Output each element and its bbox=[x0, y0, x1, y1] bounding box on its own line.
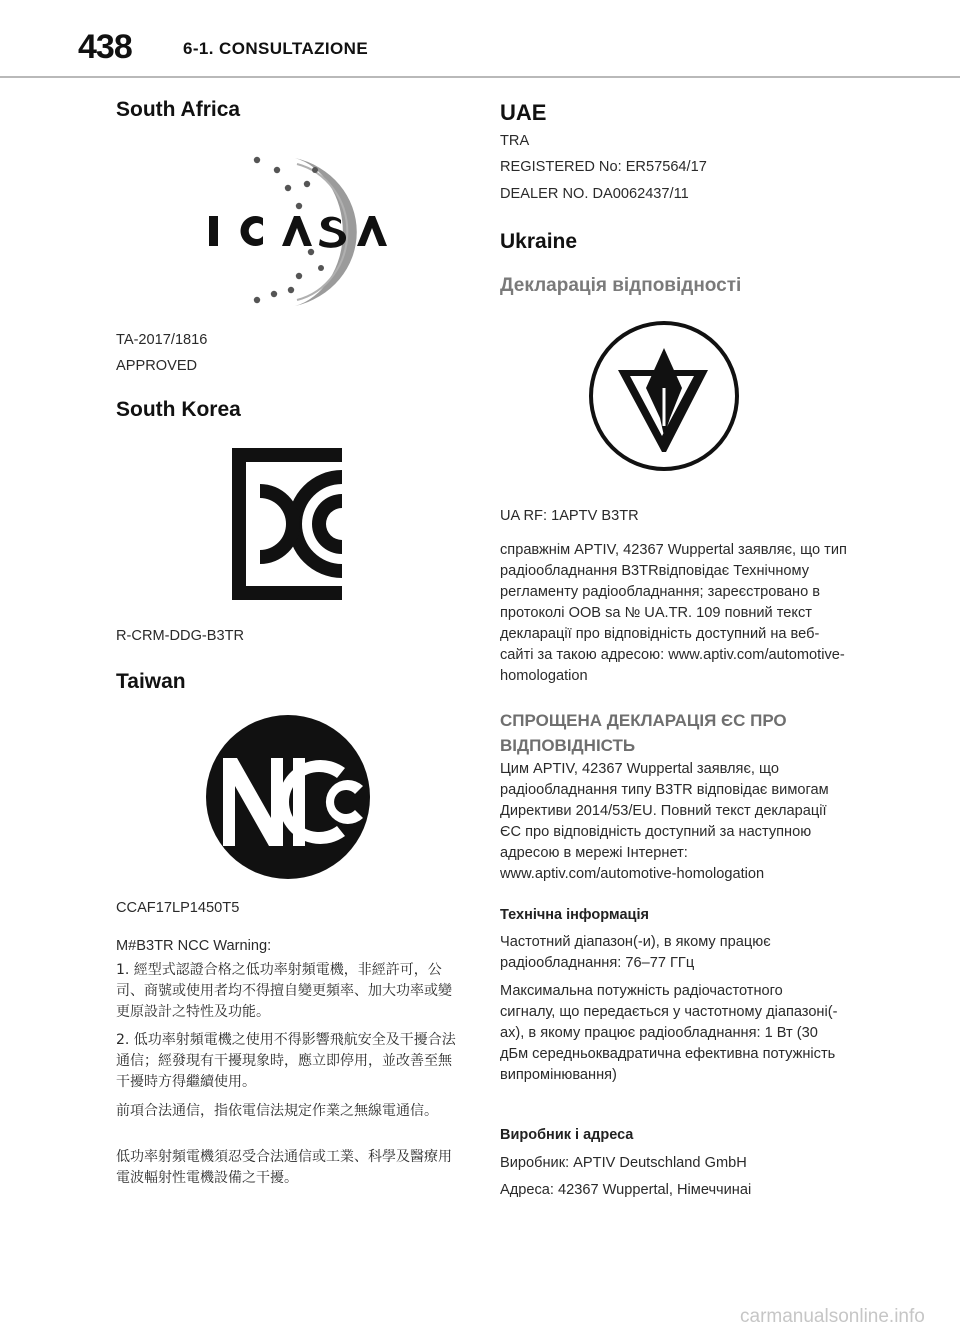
ukraine-rf: UA RF: 1APTV B3TR bbox=[500, 508, 639, 524]
ukraine-heading: Ukraine bbox=[500, 230, 578, 253]
south-africa-line1: TA-2017/1816 bbox=[116, 332, 208, 348]
page-number: 438 bbox=[78, 28, 132, 66]
taiwan-para-1: 1. 經型式認證合格之低功率射頻電機，非經許可，公司、商號或使用者均不得擅自變更頻率、加大功率或變更原設計之特性及功能。 bbox=[116, 962, 452, 1020]
uae-heading: UAE bbox=[500, 100, 547, 125]
uae-line1: TRA bbox=[500, 133, 530, 149]
taiwan-warning-title: M#B3TR NCC Warning: bbox=[116, 938, 272, 954]
tech-info-heading: Технічна інформація bbox=[500, 907, 649, 923]
icasa-logo bbox=[195, 150, 395, 310]
taiwan-para-4: 低功率射頻電機須忍受合法通信或工業、科學及醫療用電波輻射性電機設備之干擾。 bbox=[116, 1149, 452, 1186]
taiwan-para-3: 前項合法通信，指依電信法規定作業之無線電通信。 bbox=[116, 1103, 438, 1119]
uae-line3: DEALER NO. DA0062437/11 bbox=[500, 186, 689, 202]
chapter-title: 6-1. CONSULTAZIONE bbox=[183, 39, 369, 58]
ukraine-subtitle: Декларація відповідності bbox=[500, 275, 742, 296]
taiwan-heading: Taiwan bbox=[116, 670, 186, 693]
south-africa-heading: South Africa bbox=[116, 98, 241, 121]
ukraine-para-5: Виробник: APTIV Deutschland GmbH bbox=[500, 1155, 747, 1171]
page-header bbox=[0, 0, 960, 78]
ukraine-para-3: Частотний діапазон(-и), в якому працює радіообладнання: 76–77 ГГц bbox=[500, 934, 771, 971]
ukraine-para-1: справжнім APTIV, 42367 Wuppertal заявляє, що тип радіообладнання B3TRвідповідає Технічному регламенту радіообладнання; зареєстровано в протоколі OOB sa № UA.TR. 109 повний текст декларації про відповідність доступний на веб-сайті за такою адресою: www.aptiv.com/automotive-homologation bbox=[500, 542, 847, 684]
south-africa-line2: APPROVED bbox=[116, 358, 198, 374]
taiwan-code: CCAF17LP1450T5 bbox=[116, 900, 240, 916]
ukraine-para-4: Максимальна потужність радіочастотного сигналу, що передається у частотному діапазоні(-ах), в якому працює радіообладнання: 1 Вт (30 дБм середньоквадратична ефективна потужність випромінювання) bbox=[500, 983, 838, 1083]
ukraine-para-6: Адреса: 42367 Wuppertal, Німеччинaі bbox=[500, 1182, 752, 1198]
uae-line2: REGISTERED No: ER57564/17 bbox=[500, 159, 707, 175]
manufacturer-heading: Виробник і адреса bbox=[500, 1127, 634, 1143]
south-korea-heading: South Korea bbox=[116, 398, 241, 421]
kc-mark-logo bbox=[232, 448, 342, 600]
taiwan-para-2: 2. 低功率射頻電機之使用不得影響飛航安全及干擾合法通信；經發現有干擾現象時，應立即停用，並改善至無干擾時方得繼續使用。 bbox=[116, 1032, 456, 1090]
ncc-logo bbox=[205, 714, 375, 880]
ukraine-conformity-mark bbox=[586, 318, 742, 474]
watermark-text: carmanualsonline.info bbox=[740, 1306, 925, 1327]
south-korea-code: R-CRM-DDG-B3TR bbox=[116, 628, 245, 644]
eu-declaration-heading: СПРОЩЕНА ДЕКЛАРАЦІЯ ЄС ПРО ВІДПОВІДНІСТЬ bbox=[500, 711, 787, 755]
ukraine-para-2: Цим APTIV, 42367 Wuppertal заявляє, що радіообладнання типу B3TR відповідає вимогам Директиви 2014/53/EU. Повний текст декларації ЄС про відповідність доступний за наступною адресою в мережі Інтернет: www.aptiv.com/automotive-homologation bbox=[500, 761, 829, 882]
